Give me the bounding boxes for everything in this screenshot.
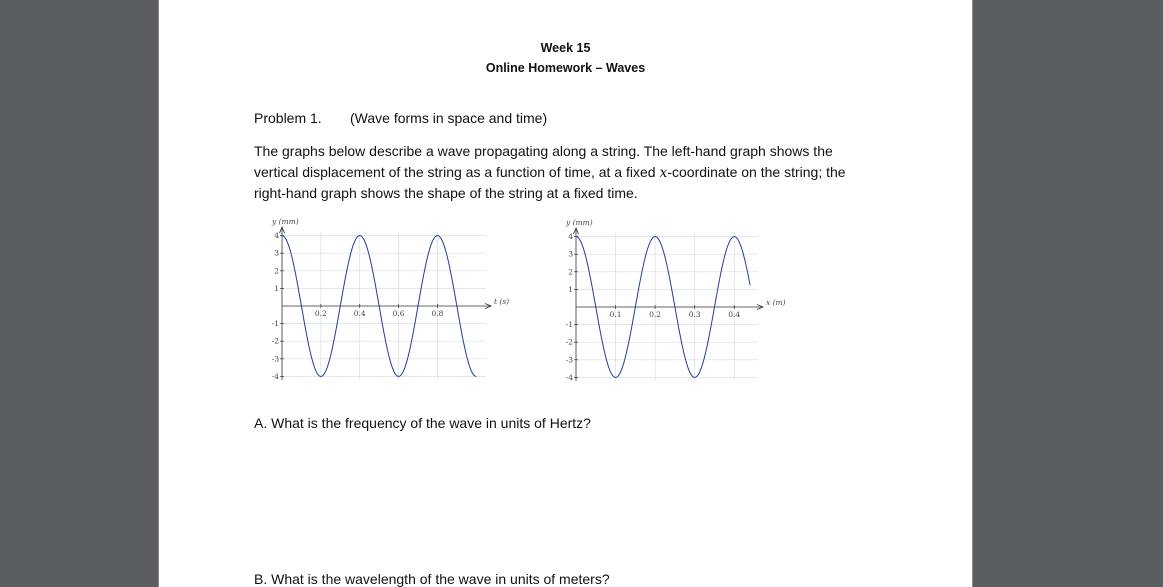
space-graph: [558, 212, 818, 392]
y-tick-label: 1: [568, 284, 573, 294]
x-tick-label: 0.8: [431, 309, 444, 318]
y-tick-label: -4: [565, 372, 573, 382]
y-tick-label: -3: [271, 354, 279, 364]
doc-title-week: Week 15: [540, 41, 591, 55]
y-tick-label: -3: [565, 355, 573, 365]
problem-heading: [254, 110, 547, 126]
y-tick-label: 3: [274, 248, 279, 258]
x-tick-label: 0.1: [609, 310, 622, 319]
y-tick-label: -1: [565, 320, 573, 330]
x-tick-label: 0.2: [314, 309, 327, 318]
y-tick-label: -4: [271, 371, 279, 381]
y-tick-label: -2: [271, 336, 279, 346]
question-a: A. What is the frequency of the wave in units of Hertz?: [254, 415, 591, 431]
x-axis-label: x (m): [766, 298, 786, 307]
doc-title-homework: Online Homework – Waves: [485, 61, 646, 75]
problem-title: (Wave forms in space and time): [350, 110, 548, 126]
y-axis-label: y (mm): [566, 218, 593, 228]
y-tick-label: -2: [565, 337, 573, 347]
x-tick-label: 0.2: [649, 310, 662, 319]
x-tick-label: 0.4: [728, 310, 741, 319]
y-axis-label: y (mm): [272, 217, 299, 227]
problem-description: [254, 141, 874, 204]
time-graph: [268, 217, 528, 395]
y-tick-label: 2: [568, 267, 573, 277]
y-tick-label: -1: [271, 319, 279, 329]
question-b: B. What is the wavelength of the wave in units of meters?: [254, 571, 610, 587]
y-tick-label: 4: [568, 232, 573, 242]
y-tick-label: 2: [274, 266, 279, 276]
x-tick-label: 0.6: [392, 309, 405, 318]
page-right-edge: [972, 0, 973, 587]
page-left-edge: [158, 0, 159, 587]
document-page: [158, 0, 973, 587]
description-variable: x: [659, 164, 668, 181]
problem-number: Problem 1.: [254, 110, 322, 126]
x-tick-label: 0.3: [688, 310, 701, 319]
description-text-2: -coordinate on the string; the right-hand graph shows the shape of the string at a fixed time.: [254, 163, 846, 201]
x-axis-label: t (s): [494, 297, 510, 306]
x-tick-label: 0.4: [353, 309, 366, 318]
y-tick-label: 1: [274, 283, 279, 293]
y-tick-label: 4: [274, 231, 279, 241]
y-tick-label: 3: [568, 249, 573, 259]
description-text-1: The graphs below describe a wave propagating along a string. The left-hand graph shows the vertical displacement of the string as a function of time, at a fixed: [254, 143, 833, 180]
